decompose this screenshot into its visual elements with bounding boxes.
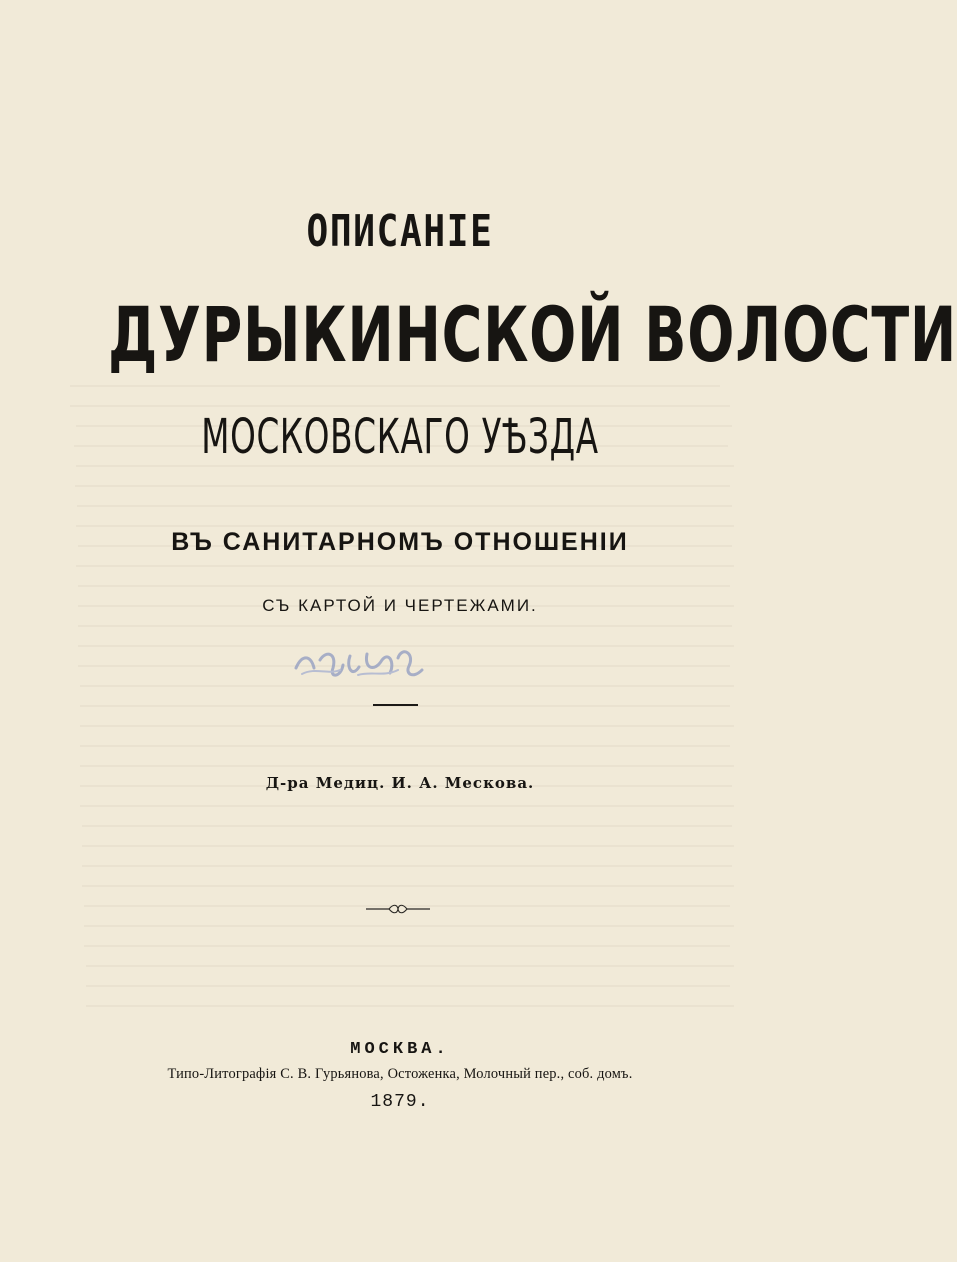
publication-year: 1879. — [370, 1092, 430, 1112]
title-line-2: ДУРЫКИНСКОЙ ВОЛОСТИ — [108, 290, 957, 379]
subtitle: ВЪ САНИТАРНОМЪ ОТНОШЕНІИ — [171, 528, 629, 556]
title-line-3: МОСКОВСКАГО УѢЗДА — [201, 409, 599, 465]
city-name: МОСКВА. — [350, 1040, 450, 1059]
decorative-rule-icon — [366, 903, 430, 915]
printer-imprint: Типо-Литографія С. В. Гурьянова, Остоженка, Молочный пер., соб. домъ. — [167, 1066, 633, 1082]
subtitle-2: СЪ КАРТОЙ И ЧЕРТЕЖАМИ. — [262, 596, 538, 615]
title-divider — [373, 704, 418, 706]
title-line-1: ОПИСАНІЕ — [306, 206, 494, 257]
library-stamp-icon — [292, 642, 430, 682]
author-line: Д-ра Медиц. И. А. Мескова. — [265, 774, 535, 792]
